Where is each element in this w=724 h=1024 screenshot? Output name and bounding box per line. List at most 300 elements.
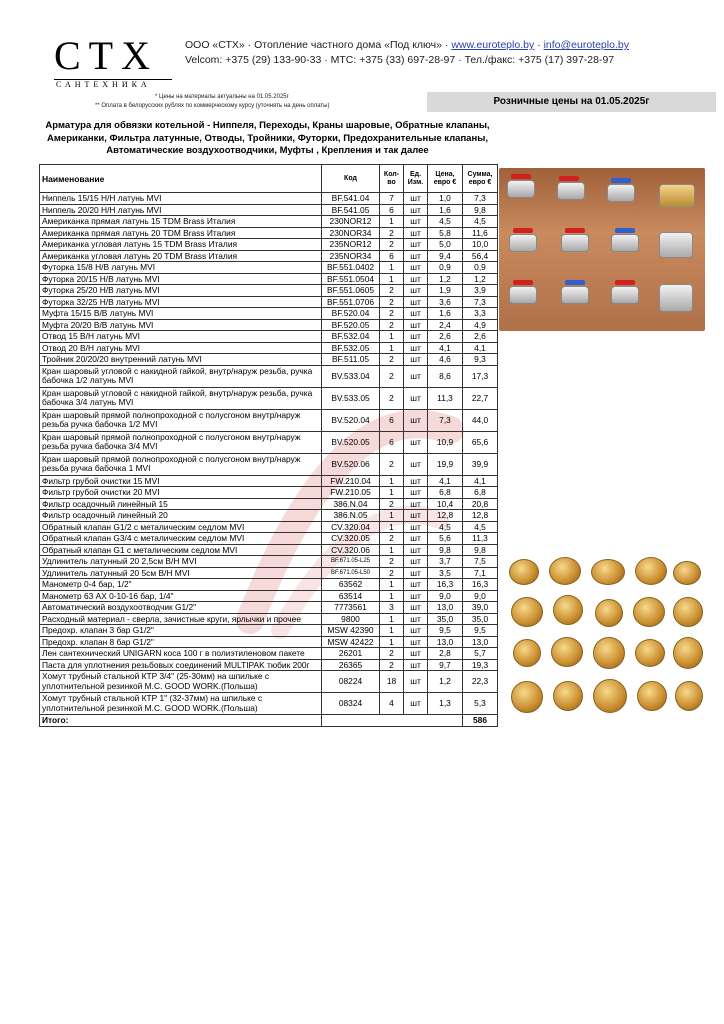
cell-price: 4,5 — [428, 521, 463, 533]
cell-qty: 2 — [380, 296, 404, 308]
contact-line-1 — [185, 38, 629, 53]
cell-unit: шт — [404, 250, 428, 262]
cell-sum: 4,5 — [463, 521, 498, 533]
website-link[interactable]: www.euroteplo.by — [451, 39, 535, 51]
fitting-image — [673, 561, 701, 585]
phone-numbers: Velcom: +375 (29) 133-90-33 · МТС: +375 (33) 697-28-97 · Тел./факс: +375 (17) 397-28-97 — [185, 54, 615, 66]
fitting-image — [511, 597, 543, 627]
cell-unit: шт — [404, 453, 428, 475]
cell-name: Футорка 32/25 Н/В латунь MVI — [40, 296, 322, 308]
cell-name: Паста для уплотнения резьбовых соединений MULTIPAK тюбик 200г — [40, 659, 322, 671]
fitting-image — [509, 559, 539, 585]
cell-sum: 16,3 — [463, 579, 498, 591]
cell-sum: 7,3 — [463, 193, 498, 205]
cell-qty: 2 — [380, 239, 404, 251]
cell-code: BF.541.04 — [322, 193, 380, 205]
logo-main-text: СТХ — [54, 33, 158, 78]
cell-price: 9,0 — [428, 590, 463, 602]
table-row — [40, 319, 498, 331]
cell-unit: шт — [404, 579, 428, 591]
cell-unit: шт — [404, 556, 428, 568]
cell-price: 9,5 — [428, 625, 463, 637]
table-row — [40, 227, 498, 239]
cell-name: Кран шаровый прямой полнопроходной с полусгоном внутр/наруж резьба ручка бабочка 1 MVI — [40, 453, 322, 475]
cell-code: CV.320.06 — [322, 544, 380, 556]
table-row — [40, 498, 498, 510]
cell-sum: 39,9 — [463, 453, 498, 475]
title-line-3: Автоматические воздухоотводчики, Муфты , Крепления и так далее — [106, 145, 429, 156]
fitting-image — [635, 557, 667, 585]
cell-price: 9,4 — [428, 250, 463, 262]
cell-name: Хомут трубный стальной КТР 1" (32-37мм) на шпильке с уплотнительной резинкой M.C. GOOD WORK.(Польша) — [40, 693, 322, 715]
cell-qty: 6 — [380, 250, 404, 262]
cell-name: Фильтр осадочный линейный 20 — [40, 510, 322, 522]
valve-handle-red — [513, 280, 533, 285]
cell-name: Кран шаровый угловой с накидной гайкой, внутр/наруж резьба, ручка бабочка 1/2 латунь MVI — [40, 365, 322, 387]
cell-unit: шт — [404, 296, 428, 308]
cell-code: MSW 42422 — [322, 636, 380, 648]
cell-name: Футорка 25/20 Н/В латунь MVI — [40, 285, 322, 297]
cell-qty: 1 — [380, 590, 404, 602]
fitting-image — [593, 637, 625, 669]
table-row — [40, 579, 498, 591]
cell-qty: 2 — [380, 533, 404, 545]
cell-qty: 2 — [380, 498, 404, 510]
cell-price: 3,5 — [428, 567, 463, 579]
cell-code: BF.551.0605 — [322, 285, 380, 297]
table-row — [40, 216, 498, 228]
table-row — [40, 331, 498, 343]
cell-unit: шт — [404, 567, 428, 579]
cell-unit: шт — [404, 365, 428, 387]
fitting-image — [593, 679, 627, 713]
cell-sum: 4,1 — [463, 342, 498, 354]
valve-handle-blue — [615, 228, 635, 233]
table-row — [40, 262, 498, 274]
cell-code: BF.551.0706 — [322, 296, 380, 308]
table-row — [40, 602, 498, 614]
cell-name: Американка прямая латунь 15 TDM Brass Италия — [40, 216, 322, 228]
fitting-image — [595, 599, 623, 627]
cell-name: Удлинитель латунный 20 2,5см В/Н MVI — [40, 556, 322, 568]
col-header-price: Цена, евро € — [428, 165, 463, 193]
cell-qty: 1 — [380, 342, 404, 354]
table-row — [40, 648, 498, 660]
table-row — [40, 590, 498, 602]
table-row — [40, 365, 498, 387]
fitting-image — [553, 681, 583, 711]
cell-unit: шт — [404, 285, 428, 297]
cell-qty: 3 — [380, 602, 404, 614]
valve-handle-red — [559, 176, 579, 181]
title-line-2: Американки, Фильтра латунные, Отводы, Тройники, Футорки, Предохранительные клапаны, — [47, 132, 488, 144]
cell-price: 12,8 — [428, 510, 463, 522]
cell-name: Манометр 63 АХ 0-10-16 бар, 1/4" — [40, 590, 322, 602]
cell-unit: шт — [404, 193, 428, 205]
cell-qty: 2 — [380, 387, 404, 409]
cell-sum: 6,8 — [463, 487, 498, 499]
table-row — [40, 342, 498, 354]
cell-qty: 2 — [380, 453, 404, 475]
cell-name: Американка угловая латунь 20 TDM Brass Италия — [40, 250, 322, 262]
cell-sum: 22,3 — [463, 671, 498, 693]
cell-qty: 2 — [380, 648, 404, 660]
cell-qty: 1 — [380, 487, 404, 499]
cell-unit: шт — [404, 510, 428, 522]
cell-price: 13,0 — [428, 602, 463, 614]
table-row — [40, 204, 498, 216]
cell-name: Кран шаровый прямой полнопроходной с полусгоном внутр/наруж резьба ручка бабочка 3/4 MVI — [40, 431, 322, 453]
cell-qty: 1 — [380, 216, 404, 228]
table-row — [40, 296, 498, 308]
cell-price: 4,5 — [428, 216, 463, 228]
cell-sum: 3,3 — [463, 308, 498, 320]
cell-unit: шт — [404, 354, 428, 366]
table-row — [40, 487, 498, 499]
cell-sum: 2,6 — [463, 331, 498, 343]
cell-qty: 1 — [380, 579, 404, 591]
cell-qty: 1 — [380, 625, 404, 637]
fitting-image — [549, 557, 581, 585]
valve-handle-red — [513, 228, 533, 233]
cell-code: FW.210.04 — [322, 475, 380, 487]
cell-qty: 1 — [380, 331, 404, 343]
cell-qty: 2 — [380, 319, 404, 331]
cell-price: 4,6 — [428, 354, 463, 366]
cell-name: Ниппель 15/15 Н/Н латунь MVI — [40, 193, 322, 205]
cell-name: Ниппель 20/20 Н/Н латунь MVI — [40, 204, 322, 216]
cell-price: 1,2 — [428, 273, 463, 285]
cell-name: Удлинитель латунный 20 5см В/Н MVI — [40, 567, 322, 579]
cell-sum: 4,1 — [463, 475, 498, 487]
table-row — [40, 625, 498, 637]
brass-fittings-photo — [505, 553, 705, 723]
cell-name: Обратный клапан G3/4 с металическим седлом MVI — [40, 533, 322, 545]
cell-name: Футорка 20/15 Н/В латунь MVI — [40, 273, 322, 285]
cell-sum: 20,8 — [463, 498, 498, 510]
ball-valve-image — [507, 180, 535, 198]
cell-code: 235NOR12 — [322, 239, 380, 251]
cell-unit: шт — [404, 533, 428, 545]
table-row — [40, 409, 498, 431]
table-row — [40, 567, 498, 579]
cell-qty: 1 — [380, 521, 404, 533]
cell-code: MSW 42390 — [322, 625, 380, 637]
cell-unit: шт — [404, 342, 428, 354]
cell-price: 3,7 — [428, 556, 463, 568]
cell-sum: 9,5 — [463, 625, 498, 637]
cell-code: 386.N.05 — [322, 510, 380, 522]
cell-price: 1,3 — [428, 693, 463, 715]
ball-valve-image — [509, 234, 537, 252]
cell-code: 63514 — [322, 590, 380, 602]
cell-name: Кран шаровый угловой с накидной гайкой, внутр/наруж резьба, ручка бабочка 3/4 латунь MVI — [40, 387, 322, 409]
table-row — [40, 510, 498, 522]
cell-sum: 19,3 — [463, 659, 498, 671]
cell-name: Обратный клапан G1 с металическим седлом MVI — [40, 544, 322, 556]
cell-code: BV.520.05 — [322, 431, 380, 453]
cell-qty: 1 — [380, 475, 404, 487]
cell-price: 8,6 — [428, 365, 463, 387]
cell-code: BF.671.05-L50 — [322, 567, 380, 579]
cell-sum: 7,3 — [463, 296, 498, 308]
fitting-image — [551, 637, 583, 667]
cell-code: 230NOR12 — [322, 216, 380, 228]
cell-name: Отвод 20 В/Н латунь MVI — [40, 342, 322, 354]
cell-price: 9,7 — [428, 659, 463, 671]
cell-unit: шт — [404, 319, 428, 331]
cell-sum: 0,9 — [463, 262, 498, 274]
valves-photo — [499, 168, 705, 331]
cell-unit: шт — [404, 239, 428, 251]
valve-handle-red — [511, 174, 531, 179]
table-row — [40, 250, 498, 262]
cell-qty: 1 — [380, 613, 404, 625]
cell-code: FW.210.05 — [322, 487, 380, 499]
cell-code: BF.511.05 — [322, 354, 380, 366]
cell-sum: 65,6 — [463, 431, 498, 453]
cell-unit: шт — [404, 308, 428, 320]
cell-qty: 2 — [380, 659, 404, 671]
col-header-unit: Ед. Изм. — [404, 165, 428, 193]
fitting-image — [511, 681, 543, 713]
cell-price: 5,0 — [428, 239, 463, 251]
cell-sum: 11,3 — [463, 533, 498, 545]
cell-unit: шт — [404, 331, 428, 343]
cell-name: Американка прямая латунь 20 TDM Brass Италия — [40, 227, 322, 239]
cell-qty: 2 — [380, 308, 404, 320]
fitting-image — [673, 597, 703, 627]
cell-price: 2,4 — [428, 319, 463, 331]
cell-sum: 9,0 — [463, 590, 498, 602]
cell-price: 11,3 — [428, 387, 463, 409]
cell-code: BF.532.04 — [322, 331, 380, 343]
table-row — [40, 273, 498, 285]
table-row — [40, 387, 498, 409]
cell-qty: 1 — [380, 544, 404, 556]
cell-sum: 9,8 — [463, 204, 498, 216]
cell-sum: 11,6 — [463, 227, 498, 239]
cell-code: BF.551.0402 — [322, 262, 380, 274]
cell-price: 5,6 — [428, 533, 463, 545]
cell-name: Предохр. клапан 3 бар G1/2" — [40, 625, 322, 637]
col-header-qty: Кол-во — [380, 165, 404, 193]
table-row — [40, 671, 498, 693]
cell-sum: 35,0 — [463, 613, 498, 625]
cell-price: 4,1 — [428, 342, 463, 354]
separator: · — [534, 39, 544, 51]
filter-image — [659, 232, 693, 258]
cell-unit: шт — [404, 544, 428, 556]
cell-code: CV.320.04 — [322, 521, 380, 533]
cell-unit: шт — [404, 590, 428, 602]
cell-price: 1,0 — [428, 193, 463, 205]
cell-name: Фильтр осадочный линейный 15 — [40, 498, 322, 510]
cell-price: 19,9 — [428, 453, 463, 475]
ball-valve-image — [561, 286, 589, 304]
cell-unit: шт — [404, 521, 428, 533]
cell-sum: 4,5 — [463, 216, 498, 228]
valve-handle-blue — [611, 178, 631, 183]
cell-unit: шт — [404, 671, 428, 693]
cell-price: 1,2 — [428, 671, 463, 693]
table-row — [40, 354, 498, 366]
cell-name: Предохр. клапан 8 бар G1/2" — [40, 636, 322, 648]
cell-sum: 4,9 — [463, 319, 498, 331]
cell-unit: шт — [404, 487, 428, 499]
cell-name: Футорка 15/8 Н/В латунь MVI — [40, 262, 322, 274]
table-row — [40, 556, 498, 568]
price-table — [39, 164, 498, 727]
table-row — [40, 693, 498, 715]
company-logo — [48, 34, 178, 90]
total-spacer — [322, 715, 463, 727]
cell-sum: 13,0 — [463, 636, 498, 648]
cell-code: 386.N.04 — [322, 498, 380, 510]
cell-price: 3,6 — [428, 296, 463, 308]
total-value: 586 — [463, 715, 498, 727]
cell-qty: 2 — [380, 365, 404, 387]
fitting-image — [591, 559, 625, 585]
cell-qty: 6 — [380, 431, 404, 453]
cell-name: Муфта 20/20 В/В латунь MVI — [40, 319, 322, 331]
cell-price: 2,8 — [428, 648, 463, 660]
total-label: Итого: — [40, 715, 322, 727]
cell-unit: шт — [404, 613, 428, 625]
cell-code: 63562 — [322, 579, 380, 591]
cell-unit: шт — [404, 227, 428, 239]
valve-handle-red — [615, 280, 635, 285]
cell-code: 08224 — [322, 671, 380, 693]
cell-qty: 2 — [380, 556, 404, 568]
cell-name: Автоматический воздухоотводчик G1/2" — [40, 602, 322, 614]
ball-valve-image — [557, 182, 585, 200]
cell-sum: 7,5 — [463, 556, 498, 568]
cell-sum: 9,3 — [463, 354, 498, 366]
cell-sum: 56,4 — [463, 250, 498, 262]
brass-fitting-image — [659, 184, 695, 208]
cell-code: 26365 — [322, 659, 380, 671]
cell-sum: 12,8 — [463, 510, 498, 522]
cell-unit: шт — [404, 216, 428, 228]
cell-name: Манометр 0-4 бар, 1/2" — [40, 579, 322, 591]
cell-unit: шт — [404, 262, 428, 274]
cell-code: BF.532.05 — [322, 342, 380, 354]
filter-image — [659, 284, 693, 312]
table-body — [40, 193, 498, 727]
cell-qty: 18 — [380, 671, 404, 693]
cell-qty: 6 — [380, 409, 404, 431]
cell-qty: 2 — [380, 227, 404, 239]
fitting-image — [637, 681, 667, 711]
cell-unit: шт — [404, 409, 428, 431]
cell-qty: 4 — [380, 693, 404, 715]
cell-name: Американка угловая латунь 15 TDM Brass Италия — [40, 239, 322, 251]
col-header-name: Наименование — [40, 165, 322, 193]
cell-price: 9,8 — [428, 544, 463, 556]
valve-handle-blue — [565, 280, 585, 285]
table-row — [40, 521, 498, 533]
ball-valve-image — [561, 234, 589, 252]
cell-name: Хомут трубный стальной КТР 3/4" (25-30мм) на шпильке с уплотнительной резинкой M.C. GOOD WORK.(Польша) — [40, 671, 322, 693]
cell-sum: 5,3 — [463, 693, 498, 715]
table-row — [40, 239, 498, 251]
cell-code: 9800 — [322, 613, 380, 625]
cell-code: BF.551.0504 — [322, 273, 380, 285]
fitting-image — [635, 639, 665, 667]
cell-price: 1,6 — [428, 308, 463, 320]
table-row — [40, 285, 498, 297]
retail-price-banner: Розничные цены на 01.05.2025г — [427, 92, 716, 112]
table-row — [40, 308, 498, 320]
cell-code: 08324 — [322, 693, 380, 715]
cell-qty: 1 — [380, 510, 404, 522]
document-title — [40, 120, 495, 158]
cell-name: Расходный материал - сверла, зачистные круги, ярлычки и прочее — [40, 613, 322, 625]
cell-unit: шт — [404, 602, 428, 614]
cell-price: 10,4 — [428, 498, 463, 510]
cell-price: 0,9 — [428, 262, 463, 274]
cell-qty: 2 — [380, 354, 404, 366]
cell-name: Тройник 20/20/20 внутренний латунь MVI — [40, 354, 322, 366]
cell-code: BF.541.05 — [322, 204, 380, 216]
cell-unit: шт — [404, 204, 428, 216]
cell-name: Фильтр грубой очистки 15 MVI — [40, 475, 322, 487]
cell-unit: шт — [404, 475, 428, 487]
cell-sum: 10,0 — [463, 239, 498, 251]
title-line-1: Арматура для обвязки котельной - Ниппеля, Переходы, Краны шаровые, Обратные клапаны, — [45, 120, 490, 131]
cell-code: 230NOR34 — [322, 227, 380, 239]
fitting-image — [633, 597, 665, 627]
cell-unit: шт — [404, 625, 428, 637]
cell-unit: шт — [404, 387, 428, 409]
cell-sum: 39,0 — [463, 602, 498, 614]
table-row — [40, 533, 498, 545]
cell-qty: 6 — [380, 204, 404, 216]
cell-qty: 2 — [380, 285, 404, 297]
cell-price: 7,3 — [428, 409, 463, 431]
page-header — [40, 34, 720, 94]
cell-qty: 2 — [380, 567, 404, 579]
cell-sum: 44,0 — [463, 409, 498, 431]
cell-name: Отвод 15 В/Н латунь MVI — [40, 331, 322, 343]
table-row — [40, 544, 498, 556]
cell-sum: 9,8 — [463, 544, 498, 556]
fitting-image — [553, 595, 583, 625]
ball-valve-image — [509, 286, 537, 304]
cell-unit: шт — [404, 431, 428, 453]
valve-handle-red — [565, 228, 585, 233]
cell-price: 10,9 — [428, 431, 463, 453]
cell-name: Кран шаровый прямой полнопроходной с полусгоном внутр/наруж резьба ручка бабочка 1/2 MVI — [40, 409, 322, 431]
table-row — [40, 636, 498, 648]
table-row — [40, 193, 498, 205]
table-row — [40, 475, 498, 487]
cell-price: 35,0 — [428, 613, 463, 625]
table-row — [40, 431, 498, 453]
cell-unit: шт — [404, 648, 428, 660]
cell-price: 1,6 — [428, 204, 463, 216]
cell-code: BF.520.05 — [322, 319, 380, 331]
cell-sum: 1,2 — [463, 273, 498, 285]
cell-sum: 17,3 — [463, 365, 498, 387]
cell-price: 4,1 — [428, 475, 463, 487]
cell-qty: 1 — [380, 636, 404, 648]
cell-code: 235NOR34 — [322, 250, 380, 262]
table-row — [40, 613, 498, 625]
cell-name: Лен сантехнический UNIGARN коса 100 г в полиэтиленовом пакете — [40, 648, 322, 660]
email-link[interactable]: info@euroteplo.by — [543, 39, 629, 51]
